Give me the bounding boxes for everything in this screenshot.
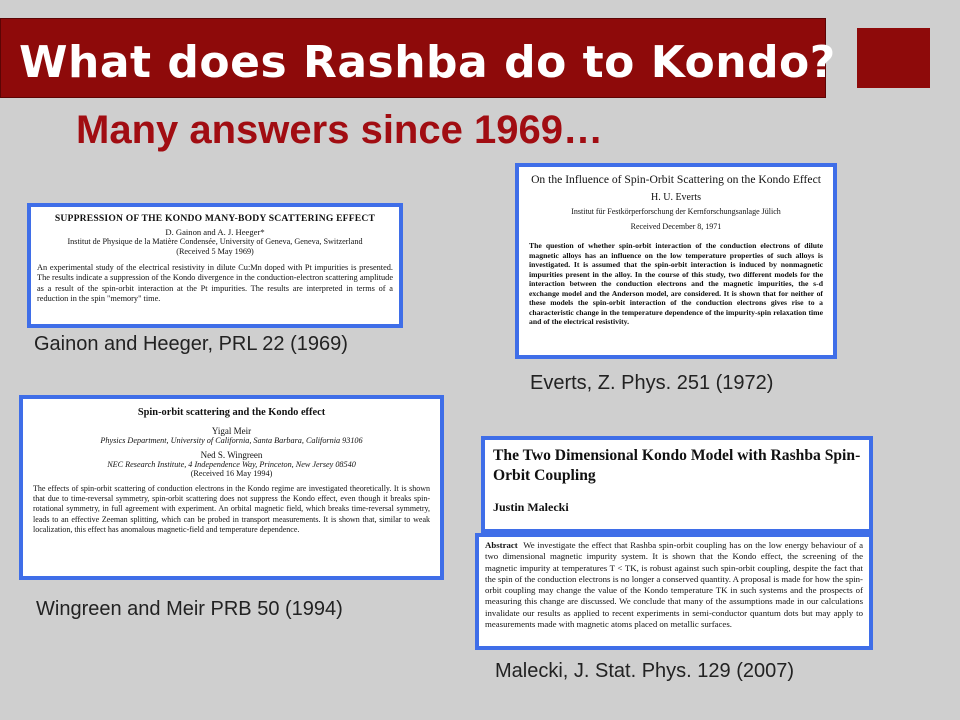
paper-institution: Institut de Physique de la Matière Condensée, University of Geneva, Geneva, Switzerland	[67, 237, 363, 246]
paper-received: Received December 8, 1971	[630, 222, 722, 231]
paper-title: On the Influence of Spin-Orbit Scattering on the Kondo Effect	[531, 173, 821, 186]
paper-abstract: The effects of spin-orbit scattering of conduction electrons in the Kondo regime are investigated theoretically. It is shown that due to time-reversal symmetry, spin-orbit scattering does not suppress the Kondo effect, even though it breaks spin-rotational symmetry, in full agreement with experiment. An orbital magnetic field, which breaks time-reversal symmetry, leads to an effective Zeeman splitting, which can be probed in transport measurements. It is shown that, similar to weak localization, this effect has anomalous magnetic-field and temperature dependence.	[33, 484, 430, 534]
paper-excerpt-gainon-heeger	[27, 203, 403, 328]
paper-excerpt-meir-wingreen	[19, 395, 444, 580]
title-bar	[0, 18, 836, 98]
paper-excerpt-malecki-header	[481, 436, 873, 533]
paper-excerpt-malecki-abstract	[475, 533, 873, 650]
slide-subtitle: Many answers since 1969…	[76, 108, 603, 152]
paper-title: Spin-orbit scattering and the Kondo effect	[137, 407, 326, 418]
caption-malecki: Malecki, J. Stat. Phys. 129 (2007)	[495, 660, 795, 682]
paper-author-wingreen: Ned S. Wingreen	[200, 450, 263, 460]
paper-abstract: The question of whether spin-orbit interaction of the conduction electrons of dilute magnetic alloys has an influence on the low temperature properties of such alloys is investigated. It is assumed that the spin-orbit interaction is induced by nonmagnetic impurities present in the alloy. In the course of this study, two different models for the interaction between the conduction electrons and the magnetic impurities, the s-d exchange model and the Anderson model, are considered. It is shown that for neither of these models the spin-orbit interaction of the conduction electrons gives rise to a characteristic change in the temperature dependence of the impurity-spin relaxation time and of the electrical resistivity.	[529, 241, 823, 326]
slide-title: What does Rashba do to Kondo?	[19, 37, 836, 88]
abstract-label: Abstract	[485, 540, 518, 550]
paper-title: The Two Dimensional Kondo Model with Rashba Spin-Orbit Coupling	[493, 447, 861, 484]
caption-gainon-heeger: Gainon and Heeger, PRL 22 (1969)	[34, 333, 348, 355]
paper-institution: Institut für Festkörperforschung der Kernforschungsanlage Jülich	[571, 207, 781, 216]
paper-abstract: An experimental study of the electrical resistivity in dilute Cu:Mn doped with Pt impurities is presented. The results indicate a suppression of the Kondo divergence in the conduction-electron scattering amplitude as a result of the spin-orbit interaction at the Pt impurities. The results are interpreted in terms of a reduction in the spin "memory" time.	[37, 263, 393, 304]
paper-author-meir: Yigal Meir	[211, 426, 252, 436]
paper-received: (Received 5 May 1969)	[176, 247, 254, 256]
paper-title: SUPPRESSION OF THE KONDO MANY-BODY SCATTERING EFFECT	[54, 213, 376, 224]
paper-institution-wingreen: NEC Research Institute, 4 Independence Way, Princeton, New Jersey 08540	[107, 460, 356, 469]
paper-authors: D. Gainon and A. J. Heeger*	[165, 227, 265, 237]
corner-square-decoration	[857, 28, 930, 88]
paper-received: (Received 16 May 1994)	[190, 469, 273, 478]
paper-abstract	[485, 540, 863, 630]
abstract-text: We investigate the effect that Rashba spin-orbit coupling has on the low energy behaviour of a two dimensional magnetic impurity system. It is shown that the Kondo effect, the screening of the magnetic impurity at temperatures T < TK, is robust against such spin-orbit coupling, despite the fact that the spin of the conduction electrons is no longer a conserved quantity. A proposal is made for how the spin-orbit coupling may change the value of the Kondo temperature TK in such systems and the prospects of measuring this change are discussed. We conclude that many of the assumptions made in our calculations invalidate our results as applied to recent experiments in semi-conductor quantum dots but may apply to measurements made with magnetic atoms placed on metallic surfaces.	[485, 540, 863, 630]
paper-authors: H. U. Everts	[651, 192, 701, 203]
paper-authors: Justin Malecki	[493, 500, 569, 514]
caption-wingreen-meir: Wingreen and Meir PRB 50 (1994)	[36, 598, 343, 620]
paper-excerpt-everts	[515, 163, 837, 359]
paper-institution-meir: Physics Department, University of California, Santa Barbara, California 93106	[100, 436, 363, 445]
caption-everts: Everts, Z. Phys. 251 (1972)	[530, 372, 774, 394]
